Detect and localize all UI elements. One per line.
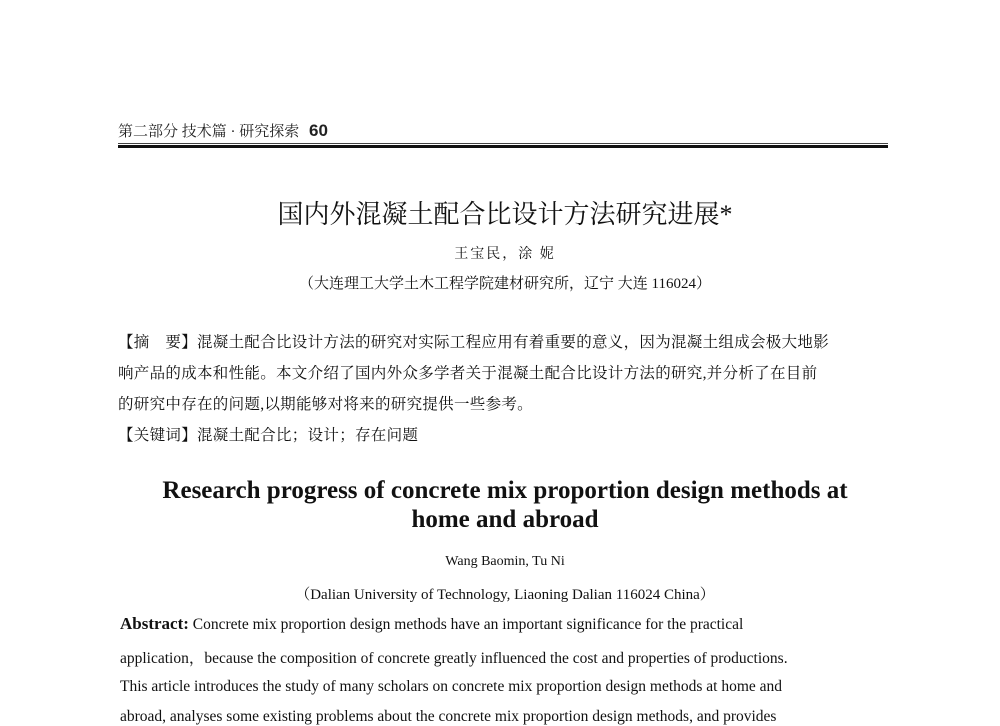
english-abstract-line: application，because the composition of concrete greatly influenced the cost and properties of productions.: [120, 650, 788, 667]
chinese-abstract-line: 响产品的成本和性能。本文介绍了国内外众多学者关于混凝土配合比设计方法的研究,并分析了在目前: [118, 365, 818, 382]
english-title-line: Research progress of concrete mix proportion design methods at: [162, 477, 848, 504]
header-rule-thin: [118, 143, 888, 144]
english-affiliation: （Dalian University of Technology, Liaoning Dalian 116024 China）: [295, 587, 715, 603]
header-rule-thick: [118, 145, 888, 148]
english-abstract-line: This article introduces the study of many scholars on concrete mix proportion design methods at home and: [120, 678, 783, 695]
chinese-authors: 王宝民，涂 妮: [454, 247, 556, 262]
section-label: 第二部分 技术篇 · 研究探索: [118, 124, 300, 140]
chinese-title: 国内外混凝土配合比设计方法研究进展*: [277, 200, 733, 229]
chinese-abstract-line: 【摘 要】混凝土配合比设计方法的研究对实际工程应用有着重要的意义，因为混凝土组成会极大地影: [118, 334, 830, 351]
english-abstract-line: [120, 614, 743, 634]
english-title-line: home and abroad: [411, 506, 599, 533]
english-abstract-line: abroad, analyses some existing problems about the concrete mix proportion design methods, and provides: [120, 708, 777, 725]
english-authors: Wang Baomin, Tu Ni: [445, 554, 565, 569]
chinese-affiliation: （大连理工大学土木工程学院建材研究所，辽宁 大连 116024）: [299, 276, 711, 292]
abstract-label: Abstract:: [120, 614, 189, 633]
running-header: [118, 120, 328, 141]
abstract-text: Concrete mix proportion design methods have an important significance for the practical: [192, 616, 744, 633]
page-number: 60: [309, 121, 328, 140]
chinese-keywords: 【关键词】混凝土配合比；设计；存在问题: [118, 427, 419, 444]
chinese-abstract-line: 的研究中存在的问题,以期能够对将来的研究提供一些参考。: [118, 396, 533, 413]
